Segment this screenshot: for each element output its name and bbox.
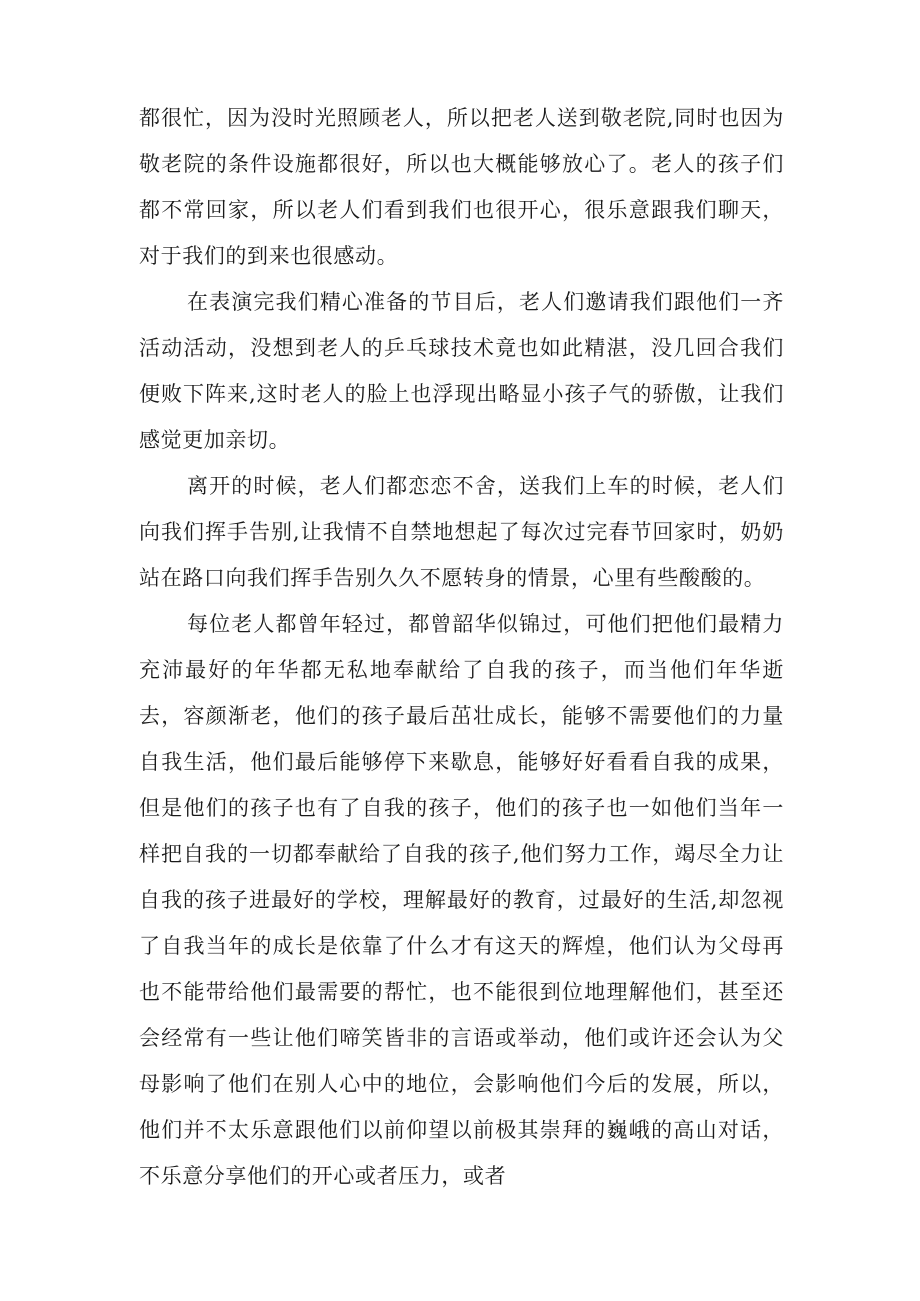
paragraph-2: 在表演完我们精心准备的节目后，老人们邀请我们跟他们一齐活动活动，没想到老人的乒乓球技术竟也如此精湛，没几回合我们便败下阵来,这时老人的脸上也浮现出略显小孩子气的骄傲，让我们感觉更加亲切。 <box>139 290 784 452</box>
paragraph-1: 都很忙，因为没时光照顾老人，所以把老人送到敬老院,同时也因为敬老院的条件设施都很好，所以也大概能够放心了。老人的孩子们都不常回家，所以老人们看到我们也很开心，很乐意跟我们聊天，对于我们的到来也很感动。 <box>139 106 784 268</box>
document-body <box>139 95 784 1199</box>
paragraph-4: 每位老人都曾年轻过，都曾韶华似锦过，可他们把他们最精力充沛最好的年华都无私地奉献给了自我的孩子，而当他们年华逝去，容颜渐老，他们的孩子最后茁壮成长，能够不需要他们的力量自我生活，他们最后能够停下来歇息，能够好好看看自我的成果，但是他们的孩子也有了自我的孩子，他们的孩子也一如他们当年一样把自我的一切都奉献给了自我的孩子,他们努力工作，竭尽全力让自我的孩子进最好的学校，理解最好的教育，过最好的生活,却忽视了自我当年的成长是依靠了什么才有这天的辉煌，他们认为父母再也不能带给他们最需要的帮忙，也不能很到位地理解他们，甚至还会经常有一些让他们啼笑皆非的言语或举动，他们或许还会认为父母影响了他们在别人心中的地位，会影响他们今后的发展，所以，他们并不太乐意跟他们以前仰望以前极其崇拜的巍峨的高山对话，不乐意分享他们的开心或者压力，或者 <box>139 612 784 1188</box>
paragraph-3: 离开的时候，老人们都恋恋不舍，送我们上车的时候，老人们向我们挥手告别,让我情不自禁地想起了每次过完春节回家时，奶奶站在路口向我们挥手告别久久不愿转身的情景，心里有些酸酸的。 <box>139 474 784 590</box>
